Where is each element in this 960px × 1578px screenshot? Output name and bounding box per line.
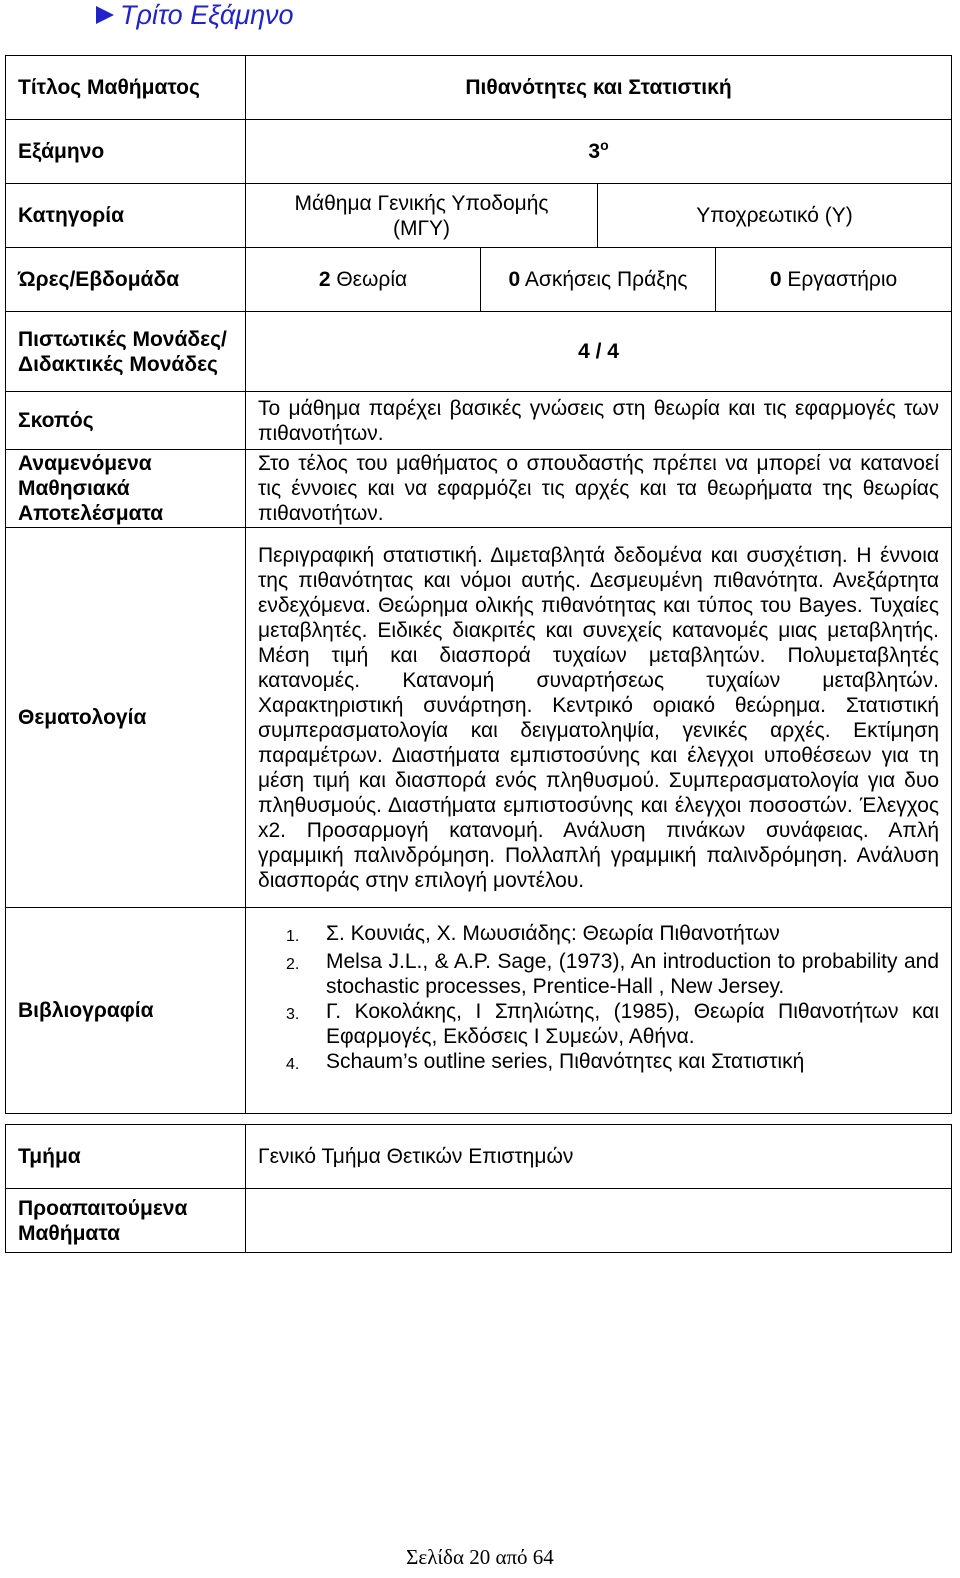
hours-lab-text: Εργαστήριο — [781, 268, 898, 291]
list-item — [246, 1049, 939, 1077]
hours-practice — [481, 248, 716, 312]
hours-label: Ώρες/Εβδομάδα — [6, 248, 246, 312]
page-number: Σελίδα 20 από 64 — [406, 1545, 554, 1569]
category-label: Κατηγορία — [6, 184, 246, 248]
bibliography-cell — [246, 908, 952, 1114]
goal-text: Το μάθημα παρέχει βασικές γνώσεις στη θεωρία και τις εφαρμογές των πιθανοτήτων. — [246, 392, 952, 450]
section-heading-text: Τρίτο Εξάμηνο — [120, 0, 294, 30]
list-item-number: 3. — [286, 1005, 300, 1023]
credits-label: Πιστωτικές Μονάδες/ Διδακτικές Μονάδες — [6, 312, 246, 392]
hours-practice-text: Ασκήσεις Πράξης — [520, 268, 688, 291]
category-status: Υποχρεωτικό (Υ) — [598, 184, 952, 248]
title-label: Τίτλος Μαθήματος — [6, 56, 246, 120]
list-item-number: 2. — [286, 955, 300, 973]
list-item-text: Σ. Κουνιάς, Χ. Μωυσιάδης: Θεωρία Πιθανοτήτων — [326, 921, 780, 945]
list-item — [246, 999, 939, 1049]
hours-theory-num: 2 — [318, 268, 331, 291]
hours-practice-num: 0 — [508, 268, 521, 291]
bibliography-label: Βιβλιογραφία — [6, 908, 246, 1114]
outcomes-text: Στο τέλος του μαθήματος ο σπουδαστής πρέπει να μπορεί να κατανοεί τις έννοιες και να εφαρμόζει τις αρχές και τα θεωρήματα της θεωρίας πιθανοτήτων. — [246, 450, 952, 528]
semester-label: Εξάμηνο — [6, 120, 246, 184]
hours-theory-text: Θεωρία — [330, 268, 408, 291]
semester-ordinal: ο — [600, 137, 609, 153]
section-heading — [96, 0, 294, 30]
topics-text: Περιγραφική στατιστική. Διμεταβλητά δεδομένα και συσχέτιση. Η έννοια της πιθανότητας και νόμοι αυτής. Δεσμευμένη πιθανότητα. Ανεξάρτητα ενδεχόμενα. Θεώρημα ολικής πιθανότητας και τύπος του Bayes. Τυχαίες μεταβλητές. Ειδικές διακριτές και συνεχείς κατανομές μιας μεταβλητής. Μέση τιμή και διασπορά τυχαίων μεταβλητών. Πολυμεταβλητές κατανομές. Κατανομή συναρτήσεως τυχαίων μεταβλητών. Χαρακτηριστική συνάρτηση. Κεντρικό οριακό θεώρημα. Στατιστική συμπερασματολογία και δειγματοληψία, γενικές αρχές. Εκτίμηση παραμέτρων. Διαστήματα εμπιστοσύνης και έλεγχοι υποθέσεων για τη μέση τιμή και διασπορά ενός πληθυσμού. Συμπερασματολογία για δυο πληθυσμούς. Διαστήματα εμπιστοσύνης και έλεγχοι ποσοστών. Έλεγχος x2. Προσαρμογή κατανομή. Ανάλυση πινάκων συνάφειας. Απλή γραμμική παλινδρόμηση. Πολλαπλή γραμμική παλινδρόμηση. Ανάλυση διασποράς στην επιλογή μοντέλου. — [246, 528, 952, 908]
list-item-text: Melsa J.L., & A.P. Sage, (1973), An introduction to probability and stochastic processes, Prentice-Hall , New Jersey. — [326, 949, 940, 998]
credits-value: 4 / 4 — [246, 312, 952, 392]
semester-number: 3 — [588, 140, 601, 163]
list-item — [246, 949, 939, 999]
goal-label: Σκοπός — [6, 392, 246, 450]
prerequisites-value — [246, 1189, 952, 1253]
hours-lab-num: 0 — [769, 268, 782, 291]
list-item-number: 4. — [286, 1055, 300, 1073]
semester-value — [246, 120, 952, 184]
course-title: Πιθανότητες και Στατιστική — [246, 56, 952, 120]
category-type: Μάθημα Γενικής Υποδομής (ΜΓΥ) — [246, 184, 598, 248]
department-label: Τμήμα — [6, 1125, 246, 1189]
department-value: Γενικό Τμήμα Θετικών Επιστημών — [246, 1125, 952, 1189]
outcomes-label: Αναμενόμενα Μαθησιακά Αποτελέσματα — [6, 450, 246, 528]
list-item-text: Γ. Κοκολάκης, Ι Σπηλιώτης, (1985), Θεωρία Πιθανοτήτων και Εφαρμογές, Εκδόσεις Ι Συμεών, Αθήνα. — [326, 999, 940, 1048]
course-table — [5, 55, 952, 1114]
topics-label: Θεματολογία — [6, 528, 246, 908]
list-item-number: 1. — [286, 927, 300, 945]
prerequisites-label: Προαπαιτούμενα Μαθήματα — [6, 1189, 246, 1253]
list-item-text: Schaum’s outline series, Πιθανότητες και Στατιστική — [326, 1049, 805, 1073]
bibliography-list — [246, 921, 939, 1077]
list-item — [246, 921, 939, 949]
hours-lab — [716, 248, 952, 312]
hours-theory — [246, 248, 481, 312]
department-table — [5, 1124, 952, 1253]
arrow-bullet-icon — [96, 0, 120, 31]
